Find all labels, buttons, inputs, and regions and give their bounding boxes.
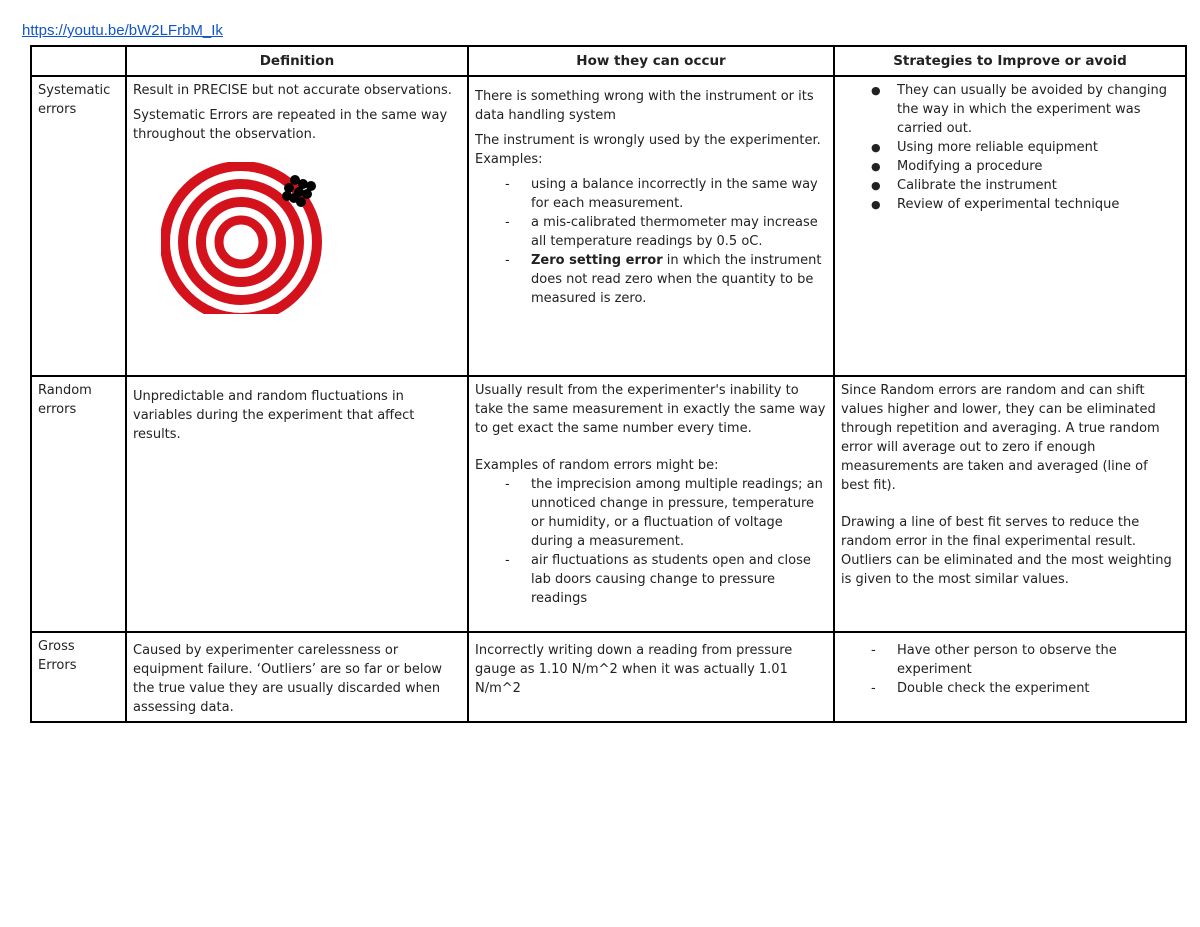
row-random <box>31 376 1186 632</box>
row-label-gross <box>31 632 126 722</box>
gross-definition: Caused by experimenter carelessness or equipment failure. ‘Outliers’ are so far or below the true value they are usually discarded when assessing data. <box>133 643 443 715</box>
systematic-definition-p2: Systematic Errors are repeated in the same way throughout the observation. <box>133 108 448 142</box>
list-item <box>475 251 827 308</box>
random-strategies-cell <box>834 376 1186 632</box>
list-item: - Have other person to observe the experiment <box>841 641 1179 679</box>
row-label-line1: Systematic <box>38 83 111 98</box>
random-definition-cell <box>126 376 468 632</box>
random-definition: Unpredictable and random fluctuations in variables during the experiment that affect results. <box>133 389 415 442</box>
systematic-strategies-cell <box>834 76 1186 376</box>
header-strategies: Strategies to Improve or avoid <box>834 46 1186 76</box>
random-occur-p1: Usually result from the experimenter's inability to take the same measurement in exactly the same way to get exact the same number every time. <box>475 383 826 436</box>
list-item: - Double check the experiment <box>841 679 1179 698</box>
systematic-occur-examples-label: Examples: <box>475 152 543 167</box>
zero-setting-error-term: Zero setting error <box>531 253 663 268</box>
gross-strategies-cell <box>834 632 1186 722</box>
row-label-line1: Gross <box>38 639 75 654</box>
row-label-line2: errors <box>38 102 77 117</box>
systematic-occur-list <box>475 175 827 308</box>
list-item: ● Using more reliable equipment <box>841 138 1179 157</box>
row-label-random <box>31 376 126 632</box>
random-occur-p2: Examples of random errors might be: <box>475 458 719 473</box>
systematic-occur-cell <box>468 76 834 376</box>
error-types-table <box>30 45 1187 723</box>
target-ring <box>201 202 281 282</box>
shot-mark <box>282 191 292 201</box>
row-label-line2: Errors <box>38 658 77 673</box>
header-definition: Definition <box>126 46 468 76</box>
target-ring <box>219 220 263 264</box>
list-item: - a mis-calibrated thermometer may increase all temperature readings by 0.5 oC. <box>475 213 827 251</box>
header-empty <box>31 46 126 76</box>
gross-occur-cell <box>468 632 834 722</box>
row-label-line1: Random <box>38 383 92 398</box>
systematic-occur-p2: The instrument is wrongly used by the experimenter. <box>475 133 821 148</box>
random-occur-list <box>475 475 827 608</box>
random-strategies-p2: Drawing a line of best fit serves to reduce the random error in the final experimental result. Outliers can be eliminated and the most weighting is given to the most similar values. <box>841 515 1172 587</box>
gross-occur: Incorrectly writing down a reading from pressure gauge as 1.10 N/m^2 when it was actually 1.01 N/m^2 <box>475 643 793 696</box>
header-row <box>31 46 1186 76</box>
row-systematic <box>31 76 1186 376</box>
gross-definition-cell <box>126 632 468 722</box>
systematic-occur-p1: There is something wrong with the instrument or its data handling system <box>475 89 814 123</box>
list-item: ● Review of experimental technique <box>841 195 1179 214</box>
gross-strategies-list <box>841 641 1179 698</box>
list-item: ● They can usually be avoided by changing the way in which the experiment was carried out. <box>841 81 1179 138</box>
row-label-systematic <box>31 76 126 376</box>
list-item: ● Modifying a procedure <box>841 157 1179 176</box>
random-occur-cell <box>468 376 834 632</box>
list-item: - air fluctuations as students open and close lab doors causing change to pressure readings <box>475 551 827 608</box>
list-item: - using a balance incorrectly in the same way for each measurement. <box>475 175 827 213</box>
target-icon <box>161 162 325 314</box>
random-strategies-p1: Since Random errors are random and can shift values higher and lower, they can be eliminated through repetition and averaging. A true random error will average out to zero if enough measurements are taken and averaged (line of best fit). <box>841 383 1160 493</box>
shot-mark <box>296 197 306 207</box>
shot-mark <box>302 189 312 199</box>
systematic-strategies-list <box>841 81 1179 214</box>
list-item: ● Calibrate the instrument <box>841 176 1179 195</box>
youtube-link[interactable]: https://youtu.be/bW2LFrbM_Ik <box>22 22 223 39</box>
systematic-definition-p1: Result in PRECISE but not accurate observations. <box>133 83 452 98</box>
zero-setting-error-text: in which the instrument does not read zero when the quantity to be measured is zero. <box>531 253 822 306</box>
systematic-definition-cell <box>126 76 468 376</box>
row-gross <box>31 632 1186 722</box>
row-label-line2: errors <box>38 402 77 417</box>
list-item: - the imprecision among multiple readings; an unnoticed change in pressure, temperature or humidity, or a fluctuation of voltage during a measurement. <box>475 475 827 551</box>
header-how-occur: How they can occur <box>468 46 834 76</box>
